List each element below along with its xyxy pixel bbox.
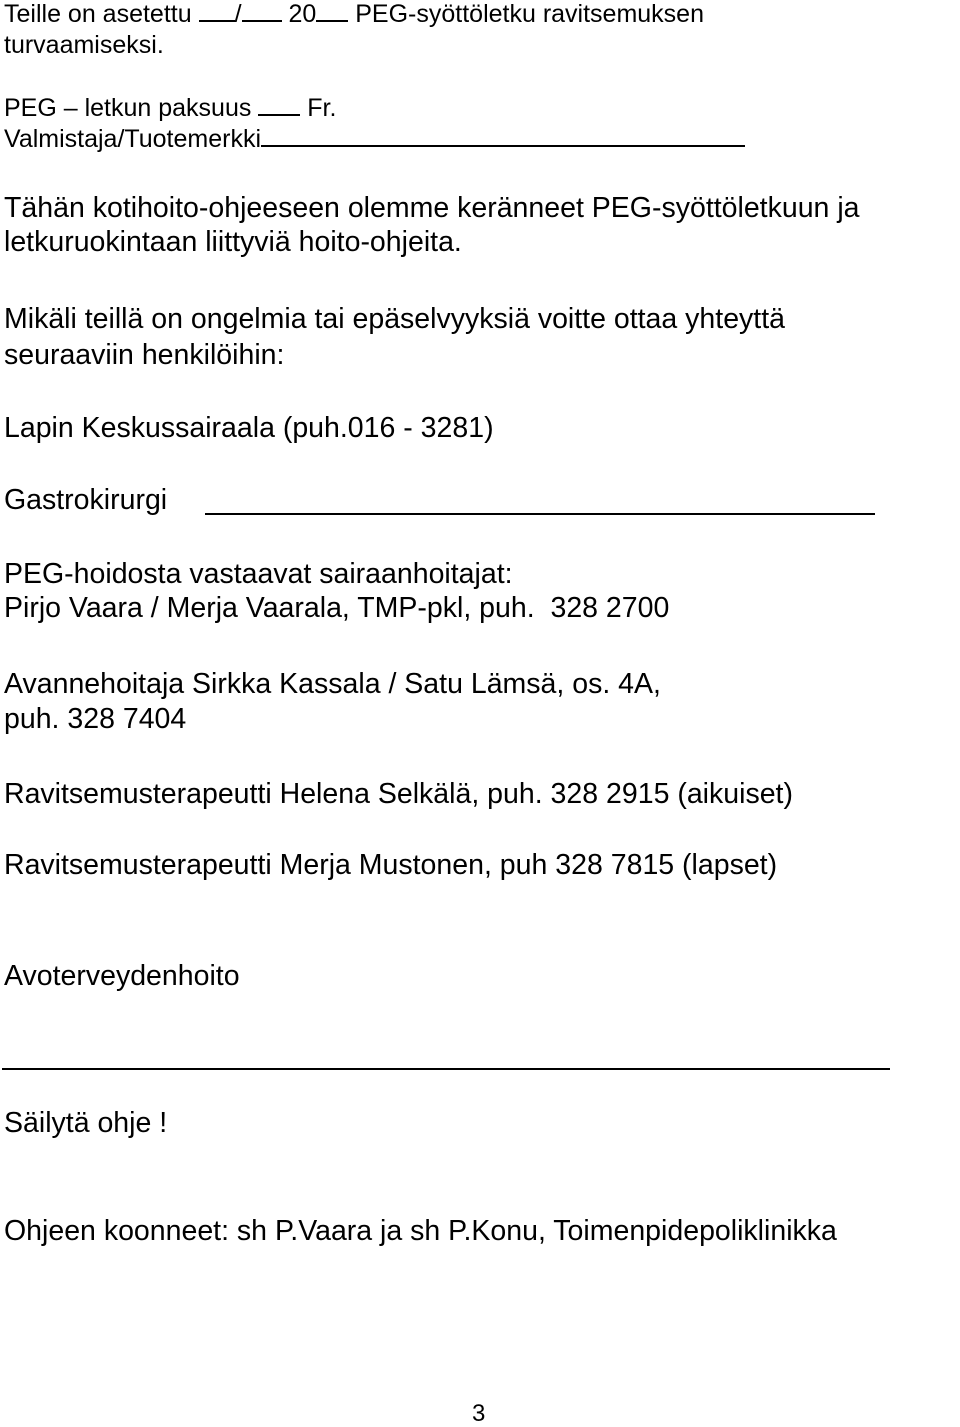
contact-intro-line-2: seuraaviin henkilöihin: [4, 339, 285, 371]
intro-line-2: letkuruokintaan liittyviä hoito-ohjeita. [4, 226, 462, 258]
primary-care-label: Avoterveydenhoito [4, 960, 240, 992]
header-prefix: Teille on asetettu [4, 0, 192, 28]
manufacturer-blank [261, 144, 745, 147]
tube-size-blank [258, 113, 300, 116]
manufacturer-line [4, 127, 745, 152]
surgeon-label: Gastrokirurgi [4, 484, 168, 516]
manufacturer-label: Valmistaja/Tuotemerkki [4, 125, 262, 153]
dietitian-children: Ravitsemusterapeutti Merja Mustonen, puh 328 7815 (lapset) [4, 849, 778, 881]
header-suffix: PEG-syöttöletku ravitsemuksen [355, 0, 704, 28]
page-number: 3 [472, 1400, 486, 1427]
dietitian-adults: Ravitsemusterapeutti Helena Selkälä, puh. 328 2915 (aikuiset) [4, 778, 793, 810]
header-line-1 [4, 2, 704, 27]
day-blank [199, 19, 235, 22]
stoma-nurses-line-1: Avannehoitaja Sirkka Kassala / Satu Lämsä, os. 4A, [4, 668, 661, 700]
keep-note: Säilytä ohje ! [4, 1107, 168, 1139]
hospital-contact: Lapin Keskussairaala (puh.016 - 3281) [4, 412, 494, 444]
peg-nurses-label: PEG-hoidosta vastaavat sairaanhoitajat: [4, 558, 513, 590]
peg-nurses-contact: Pirjo Vaara / Merja Vaarala, TMP-pkl, puh. 328 2700 [4, 592, 670, 624]
authors-line: Ohjeen koonneet: sh P.Vaara ja sh P.Konu, Toimenpidepoliklinikka [4, 1215, 837, 1247]
tube-size-label: PEG – letkun paksuus [4, 94, 252, 122]
contact-intro-line-1: Mikäli teillä on ongelmia tai epäselvyyksiä voitte ottaa yhteyttä [4, 303, 785, 335]
tube-size-unit: Fr. [307, 94, 337, 122]
surgeon-line [4, 486, 167, 515]
year-prefix: 20 [288, 0, 317, 28]
month-blank [242, 19, 282, 22]
year-blank [316, 19, 348, 22]
surgeon-blank [205, 513, 875, 515]
header-line-2: turvaamiseksi. [4, 31, 164, 59]
date-separator: / [234, 0, 242, 28]
stoma-nurses-line-2: puh. 328 7404 [4, 703, 187, 735]
intro-line-1: Tähän kotihoito-ohjeeseen olemme keränneet PEG-syöttöletkuun ja [4, 192, 860, 224]
tube-size-line [4, 96, 336, 121]
primary-care-blank [2, 1068, 890, 1070]
